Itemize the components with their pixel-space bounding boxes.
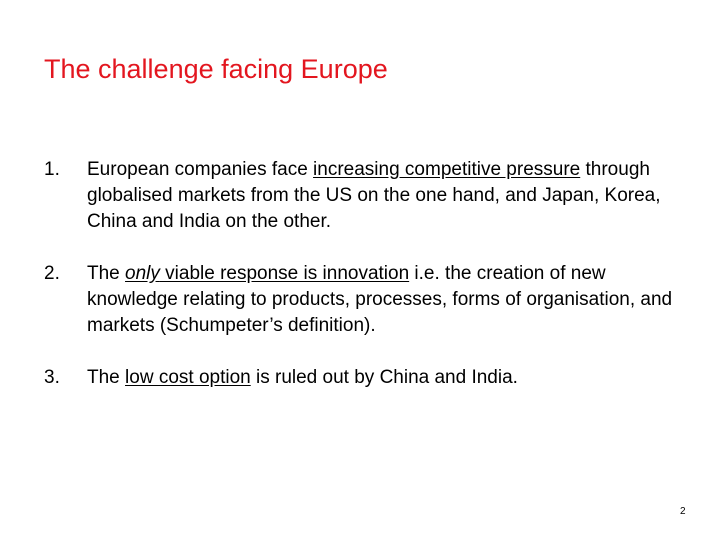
point-segment: The <box>87 263 126 284</box>
underlined-phrase: increasing competitive pressure <box>313 159 581 180</box>
page-number: 2 <box>680 506 686 517</box>
point-segment: through globalised markets from the US on the one hand, and Japan, Korea, China and India on the other. <box>87 159 661 232</box>
underlined-italic-phrase: only <box>125 263 160 284</box>
point-segment: is ruled out by China and India. <box>250 367 518 388</box>
point-text <box>87 263 672 336</box>
list-item <box>44 261 684 339</box>
slide-title: The challenge facing Europe <box>44 54 388 84</box>
point-number: 2. <box>44 263 60 284</box>
point-segment: The <box>87 367 126 388</box>
underlined-phrase: low cost option <box>125 367 251 388</box>
point-segment: European companies face <box>87 159 314 180</box>
list-item <box>44 365 684 391</box>
point-number: 1. <box>44 159 60 180</box>
underlined-phrase: viable response is innovation <box>159 263 410 284</box>
point-text <box>87 367 518 388</box>
point-list <box>44 157 684 391</box>
list-item <box>44 157 684 235</box>
point-text <box>87 159 661 232</box>
point-number: 3. <box>44 367 60 388</box>
point-segment: i.e. the creation of new knowledge relating to products, processes, forms of organisation, and markets (Schumpeter’s definition). <box>87 263 673 336</box>
